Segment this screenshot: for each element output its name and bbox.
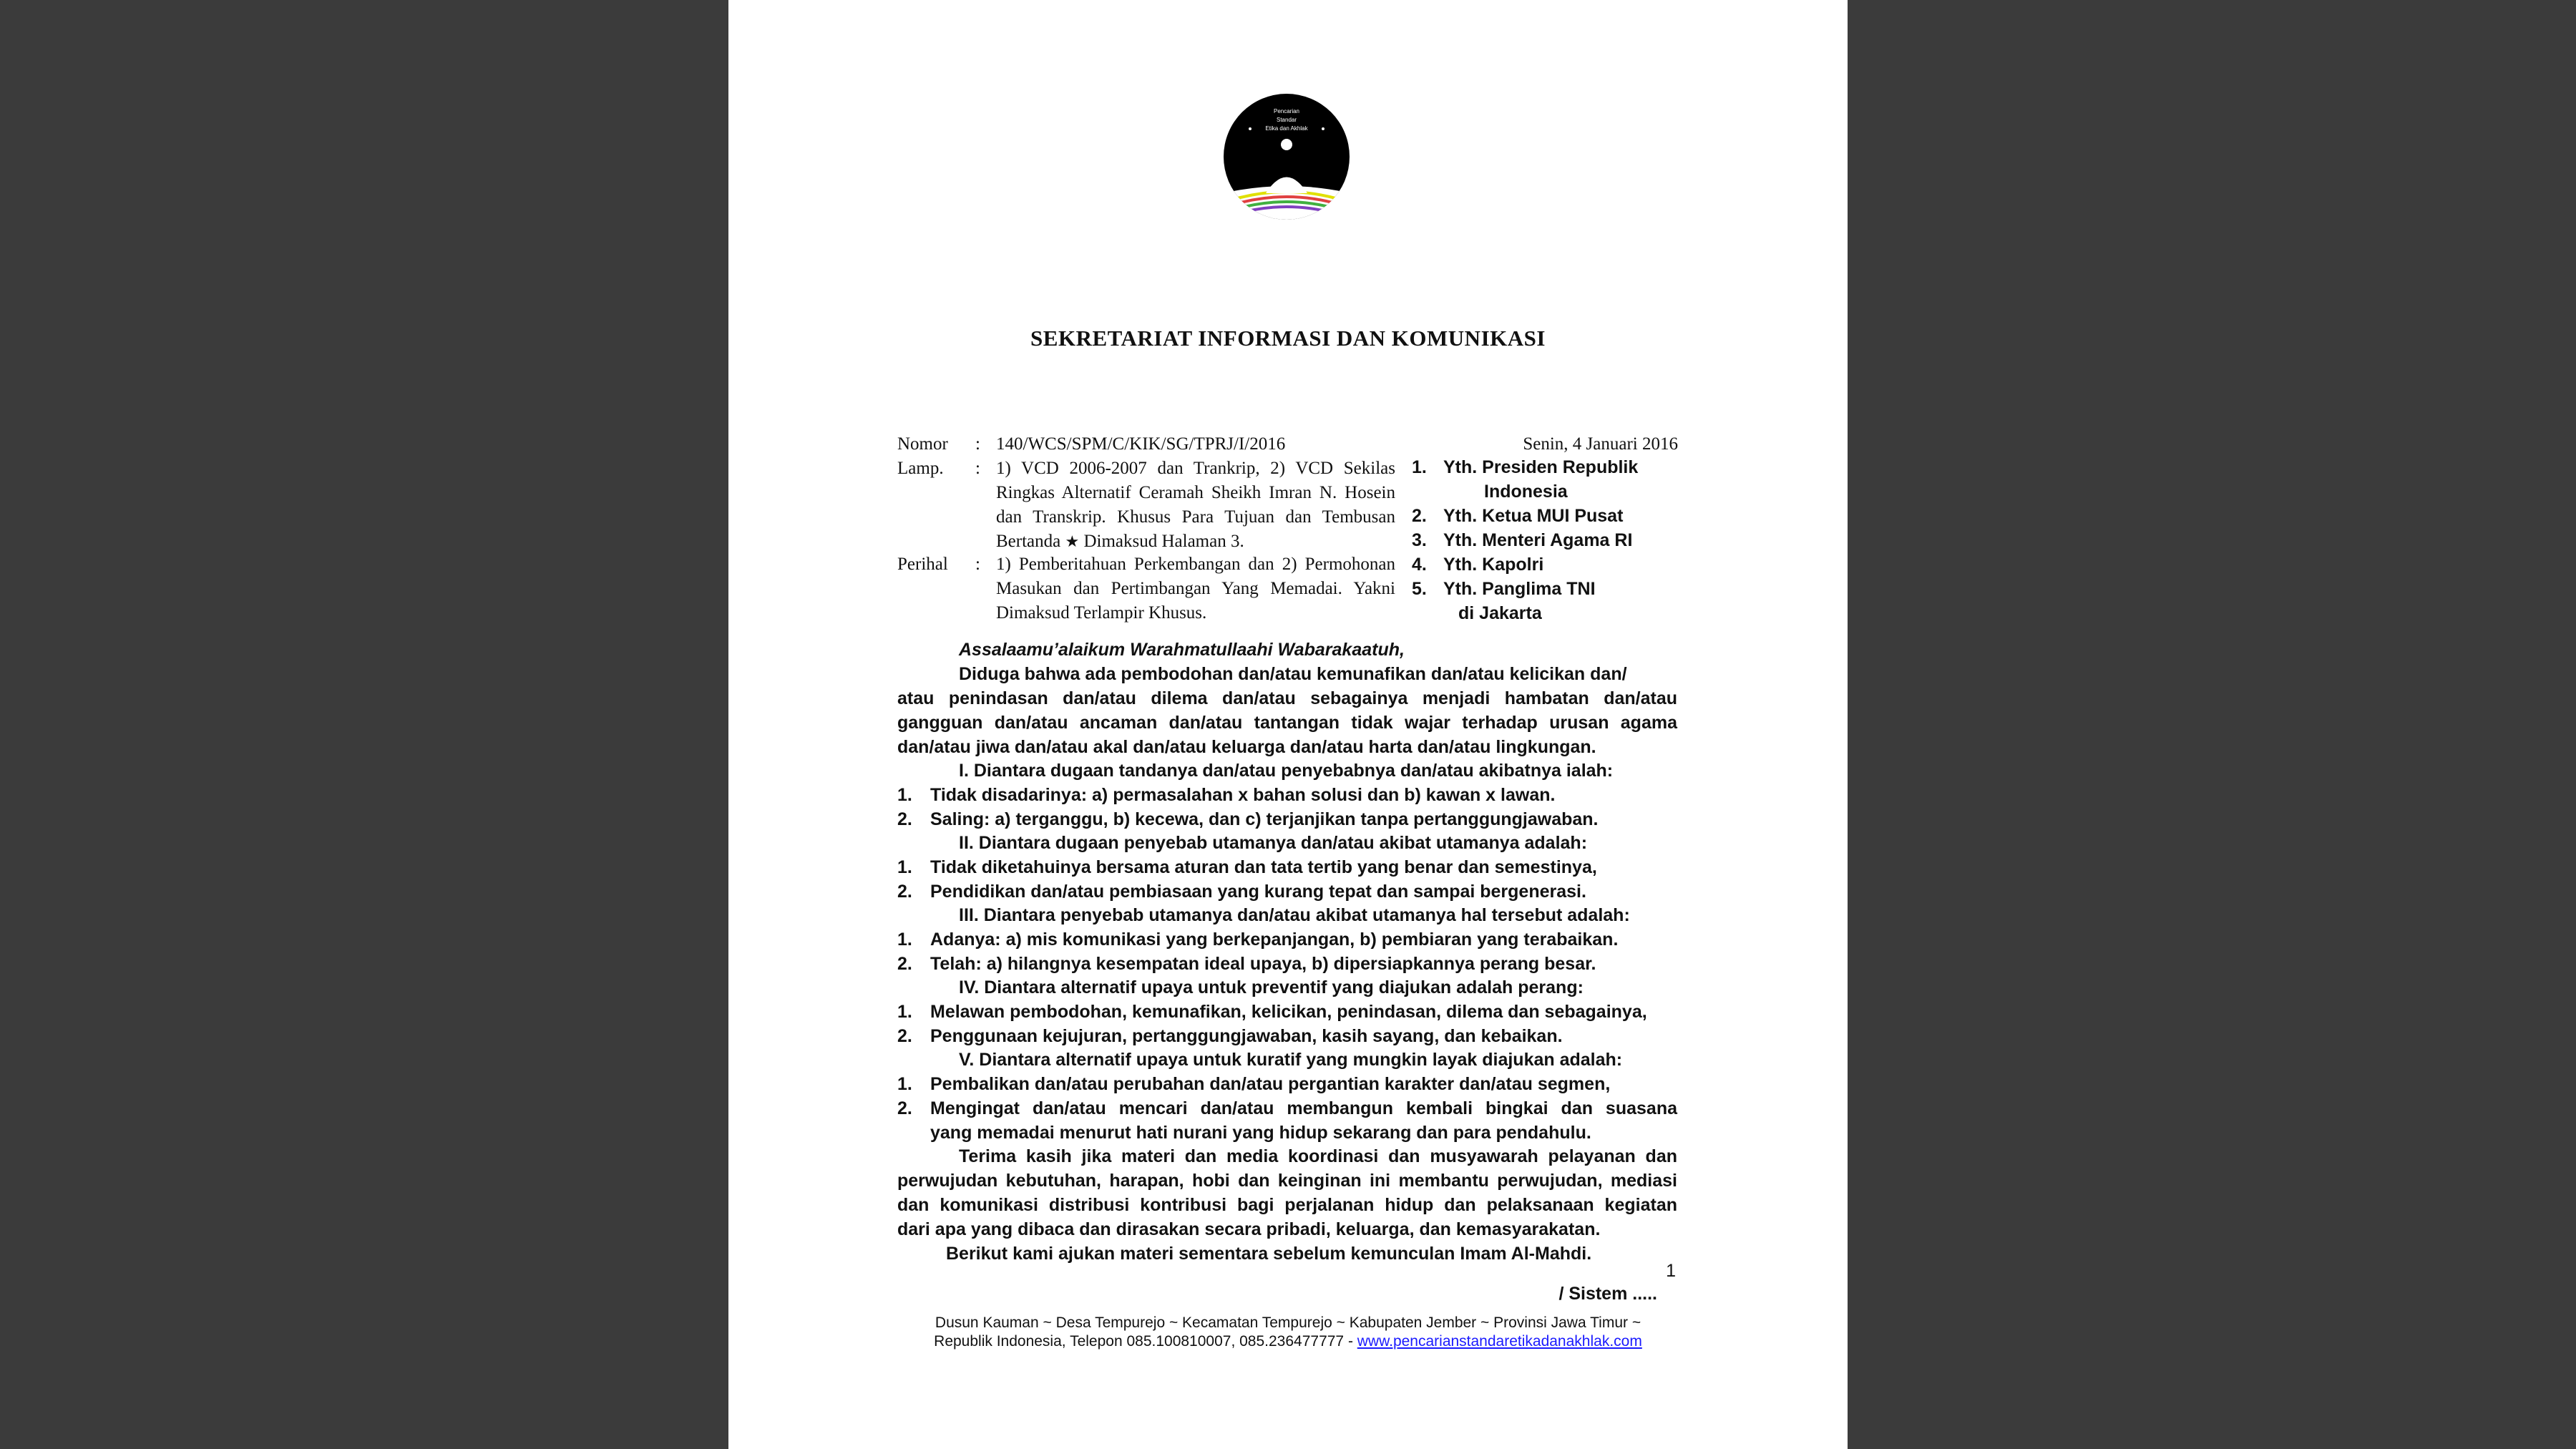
nomor-label: Nomor <box>897 434 948 454</box>
list-item: Mengingat dan/atau mencari dan/atau membangun kembali bingkai dan suasana <box>930 1098 1677 1118</box>
list-number: 2. <box>897 954 912 974</box>
star-icon: ★ <box>1065 533 1080 551</box>
section-heading: V. Diantara alternatif upaya untuk kuratif yang mungkin layak diajukan adalah: <box>959 1050 1623 1070</box>
footer-address: Dusun Kauman ~ Desa Tempurejo ~ Kecamatan Tempurejo ~ Kabupaten Jember ~ Provinsi Jawa Timur ~ <box>935 1314 1641 1331</box>
logo-text-2: Standar <box>1276 117 1297 123</box>
closing-line: dan komunikasi distribusi kontribusi bagi perjalanan hidup dan pelaksanaan kegiatan <box>897 1195 1677 1215</box>
continuation-marker: / Sistem ..... <box>1558 1284 1657 1304</box>
intro-line: dan/atau jiwa dan/atau akal dan/atau keluarga dan/atau harta dan/atau lingkungan. <box>897 737 1596 757</box>
final-line: Berikut kami ajukan materi sementara sebelum kemunculan Imam Al-Mahdi. <box>946 1244 1592 1264</box>
recipient-item: Yth. Menteri Agama RI <box>1443 530 1633 550</box>
greeting: Assalaamu’alaikum Warahmatullaahi Wabarakaatuh, <box>959 640 1405 660</box>
lamp-value-tail: Dimaksud Halaman 3. <box>1083 532 1244 551</box>
list-item: Penggunaan kejujuran, pertanggungjawaban, kasih sayang, dan kebaikan. <box>930 1026 1563 1046</box>
section-heading: III. Diantara penyebab utamanya dan/atau akibat utamanya hal tersebut adalah: <box>959 905 1630 925</box>
recipient-number: 1. <box>1412 457 1427 477</box>
list-item: Tidak disadarinya: a) permasalahan x bahan solusi dan b) kawan x lawan. <box>930 785 1556 805</box>
website-link[interactable]: www.pencarianstandaretikadanakhlak.com <box>1357 1333 1642 1350</box>
perihal-colon: : <box>975 555 980 574</box>
list-item: Saling: a) terganggu, b) kecewa, dan c) terjanjikan tanpa pertanggungjawaban. <box>930 809 1599 829</box>
list-number: 2. <box>897 1098 912 1118</box>
list-number: 1. <box>897 930 912 950</box>
list-number: 2. <box>897 1026 912 1046</box>
list-number: 2. <box>897 809 912 829</box>
page-number: 1 <box>1666 1261 1676 1281</box>
list-item-continuation: yang memadai menurut hati nurani yang hidup sekarang dan para pendahulu. <box>930 1123 1591 1143</box>
document-title: SEKRETARIAT INFORMASI DAN KOMUNIKASI <box>1030 326 1546 351</box>
footer-contact <box>728 1332 1848 1351</box>
recipient-item: Yth. Kapolri <box>1443 555 1544 575</box>
closing-line: Terima kasih jika materi dan media koordinasi dan musyawarah pelayanan dan <box>959 1146 1677 1166</box>
lamp-colon: : <box>975 459 980 478</box>
list-item: Telah: a) hilangnya kesempatan ideal upaya, b) dipersiapkannya perang besar. <box>930 954 1596 974</box>
list-item: Pembalikan dan/atau perubahan dan/atau pergantian karakter dan/atau segmen, <box>930 1074 1611 1094</box>
lamp-label: Lamp. <box>897 459 944 478</box>
list-item: Tidak diketahuinya bersama aturan dan tata tertib yang benar dan semestinya, <box>930 857 1597 877</box>
logo-emblem <box>1223 93 1350 220</box>
list-number: 1. <box>897 785 912 805</box>
list-item: Pendidikan dan/atau pembiasaan yang kurang tepat dan sampai bergenerasi. <box>930 882 1586 902</box>
footer-contact-text: Republik Indonesia, Telepon 085.100810007, 085.236477777 - <box>934 1333 1357 1350</box>
section-heading: I. Diantara dugaan tandanya dan/atau penyebabnya dan/atau akibatnya ialah: <box>959 761 1614 781</box>
recipient-number: 5. <box>1412 579 1427 599</box>
list-number: 1. <box>897 1002 912 1022</box>
list-number: 2. <box>897 882 912 902</box>
recipient-item: Indonesia <box>1484 482 1568 502</box>
nomor-colon: : <box>975 434 980 454</box>
intro-line: Diduga bahwa ada pembodohan dan/atau kemunafikan dan/atau kelicikan dan/ <box>959 664 1627 684</box>
section-heading: II. Diantara dugaan penyebab utamanya dan/atau akibat utamanya adalah: <box>959 833 1588 853</box>
recipient-number: 3. <box>1412 530 1427 550</box>
lamp-value-text: 1) VCD 2006-2007 dan Trankrip, 2) VCD Sekilas Ringkas Alternatif Ceramah Sheikh Imran N. Hosein dan Transkrip. Khusus Para Tujuan dan Tembusan Bertanda <box>996 459 1395 551</box>
list-item: Adanya: a) mis komunikasi yang berkepanjangan, b) pembiaran yang terabaikan. <box>930 930 1619 950</box>
recipient-item: di Jakarta <box>1458 603 1542 623</box>
list-number: 1. <box>897 857 912 877</box>
closing-line: perwujudan kebutuhan, harapan, hobi dan keinginan ini membantu perwujudan, mediasi <box>897 1171 1677 1191</box>
recipient-number: 4. <box>1412 555 1427 575</box>
recipient-number: 2. <box>1412 506 1427 526</box>
recipient-item: Yth. Presiden Republik <box>1443 457 1639 477</box>
letter-date: Senin, 4 Januari 2016 <box>1523 434 1678 454</box>
logo-text-3: Etika dan Akhlak <box>1265 125 1308 132</box>
perihal-label: Perihal <box>897 555 948 574</box>
list-number: 1. <box>897 1074 912 1094</box>
intro-line: gangguan dan/atau ancaman dan/atau tantangan tidak wajar terhadap urusan agama <box>897 713 1677 733</box>
recipient-item: Yth. Panglima TNI <box>1443 579 1596 599</box>
intro-line: atau penindasan dan/atau dilema dan/atau sebagainya menjadi hambatan dan/atau <box>897 688 1677 708</box>
organization-logo <box>1223 93 1350 220</box>
section-heading: IV. Diantara alternatif upaya untuk preventif yang diajukan adalah perang: <box>959 977 1584 997</box>
list-item: Melawan pembodohan, kemunafikan, kelicikan, penindasan, dilema dan sebagainya, <box>930 1002 1647 1022</box>
recipient-item: Yth. Ketua MUI Pusat <box>1443 506 1624 526</box>
document-page <box>728 0 1848 1449</box>
lamp-value <box>996 457 1395 555</box>
nomor-value: 140/WCS/SPM/C/KIK/SG/TPRJ/I/2016 <box>996 434 1286 454</box>
logo-text-1: Pencarian <box>1273 108 1300 114</box>
closing-line: dari apa yang dibaca dan dirasakan secara pribadi, keluarga, dan kemasyarakatan. <box>897 1219 1601 1239</box>
perihal-value: 1) Pemberitahuan Perkembangan dan 2) Permohonan Masukan dan Pertimbangan Yang Memadai. Yakni Dimaksud Terlampir Khusus. <box>996 555 1395 623</box>
